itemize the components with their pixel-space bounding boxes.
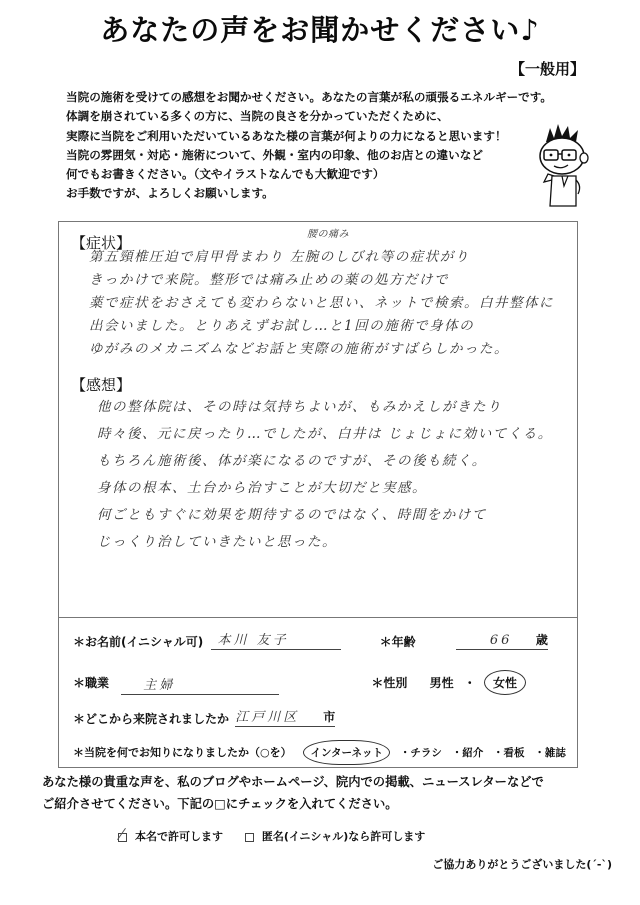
symptoms-note: 腰の痛み xyxy=(307,229,349,240)
impressions-line: もちろん施術後、体が楽になるのですが、その後も続く。 xyxy=(97,453,487,469)
gender-option-female[interactable]: 女性 xyxy=(484,670,526,695)
from-unit: 市 xyxy=(323,710,336,724)
age-value: 66 xyxy=(489,633,513,648)
intro-line: 何でもお書きください。（文やイラストなんでも大歓迎です） xyxy=(66,167,385,182)
intro-text xyxy=(66,88,553,204)
age-field[interactable] xyxy=(456,632,548,650)
permission-line: ご紹介させてください。下記の□にチェックを入れてください。 xyxy=(42,797,398,811)
job-label: ＊職業 xyxy=(73,676,110,690)
permission-option-label: 本名で許可します xyxy=(135,830,223,843)
intro-line: 当院の雰囲気・対応・施術について、外観・室内の印象、他のお店との違いなど xyxy=(66,147,483,162)
symptoms-line: 出会いました。とりあえずお試し…と1回の施術で身体の xyxy=(89,318,475,334)
intro-line: お手数ですが、よろしくお願いします。 xyxy=(66,186,274,201)
symptoms-line: 第五頸椎圧迫で肩甲骨まわり 左腕のしびれ等の症状がり xyxy=(89,249,470,265)
thanks-message: ご協力ありがとうございました(´-`) xyxy=(432,858,612,871)
source-option-internet[interactable]: インターネット xyxy=(303,740,390,765)
impressions-line: 何ごともすぐに効果を期待するのではなく、時間をかけて xyxy=(97,507,487,523)
from-row xyxy=(73,709,335,727)
name-value: 本川 友子 xyxy=(217,633,289,648)
from-value: 江戸川区 xyxy=(235,710,300,725)
source-option-signboard[interactable]: ・看板 xyxy=(493,747,525,759)
intro-line: 当院の施術を受けての感想をお聞かせください。あなたの言葉が私の頑張るエネルギーです。 xyxy=(66,90,553,104)
age-label: ＊年齢 xyxy=(379,635,416,649)
symptoms-label: 【症状】 xyxy=(71,234,132,252)
feedback-form-box xyxy=(58,221,578,768)
job-value: 主婦 xyxy=(143,678,176,693)
impressions-line: 時々後、元に戻ったり…でしたが、白井は じょじょに効いてくる。 xyxy=(97,426,553,442)
permission-options xyxy=(118,828,425,844)
symptoms-text[interactable] xyxy=(89,246,554,361)
permission-text xyxy=(42,771,544,815)
symptoms-line: きっかけで来院。整形では痛み止めの薬の処方だけで xyxy=(89,272,449,288)
source-label: ＊当院を何でお知りになりましたか（○を） xyxy=(73,746,292,759)
job-gender-row xyxy=(73,670,526,695)
form-title: あなたの声をお聞かせください♪ xyxy=(100,13,540,47)
symptoms-line: ゆがみのメカニズムなどお話と実際の施術がすばらしかった。 xyxy=(89,341,509,357)
age-unit: 歳 xyxy=(535,633,548,647)
impressions-line: じっくり治していきたいと思った。 xyxy=(97,534,337,550)
gender-label: ＊性別 xyxy=(371,676,408,690)
impressions-line: 身体の根本、土台から治すことが大切だと実感。 xyxy=(97,480,427,496)
permission-option-real-name[interactable] xyxy=(118,830,227,843)
gender-option-male[interactable]: 男性 xyxy=(429,676,454,690)
intro-line: 体調を崩されている多くの方に、当院の良さを分かっていただくために、 xyxy=(66,109,449,124)
checkbox-checked-icon[interactable] xyxy=(118,833,127,842)
form-type-label: 【一般用】 xyxy=(510,60,586,78)
source-option-magazine[interactable]: ・雑誌 xyxy=(534,747,566,759)
permission-option-label: 匿名(イニシャル)なら許可します xyxy=(261,830,426,843)
impressions-label: 【感想】 xyxy=(71,376,132,394)
section-divider xyxy=(59,617,577,618)
from-field[interactable] xyxy=(235,709,335,727)
job-field[interactable] xyxy=(121,677,279,695)
symptoms-line: 薬で症状をおさえても変わらないと思い、ネットで検索。白井整体に xyxy=(89,295,554,311)
permission-line: あなた様の貴重な声を、私のブログやホームページ、院内での掲載、ニュースレターなどで xyxy=(42,775,544,789)
name-field[interactable] xyxy=(211,632,341,650)
impressions-text[interactable] xyxy=(97,394,553,556)
mascot-boy-with-glasses-icon xyxy=(524,120,604,210)
intro-line: 実際に当院をご利用いただいているあなた様の言葉が何よりの力になると思います！ xyxy=(66,128,507,143)
checkbox-unchecked-icon[interactable] xyxy=(245,833,254,842)
name-label: ＊お名前(イニシャル可) xyxy=(73,635,204,649)
source-option-flyer[interactable]: ・チラシ xyxy=(399,747,442,759)
from-label: ＊どこから来院されましたか xyxy=(73,712,230,726)
impressions-line: 他の整体院は、その時は気持ちよいが、もみかえしがきたり xyxy=(97,399,502,415)
source-row xyxy=(73,744,566,761)
permission-option-anonymous[interactable] xyxy=(245,830,425,843)
source-option-referral[interactable]: ・紹介 xyxy=(451,747,484,759)
name-age-row xyxy=(73,632,548,650)
gender-separator: ・ xyxy=(463,676,476,690)
